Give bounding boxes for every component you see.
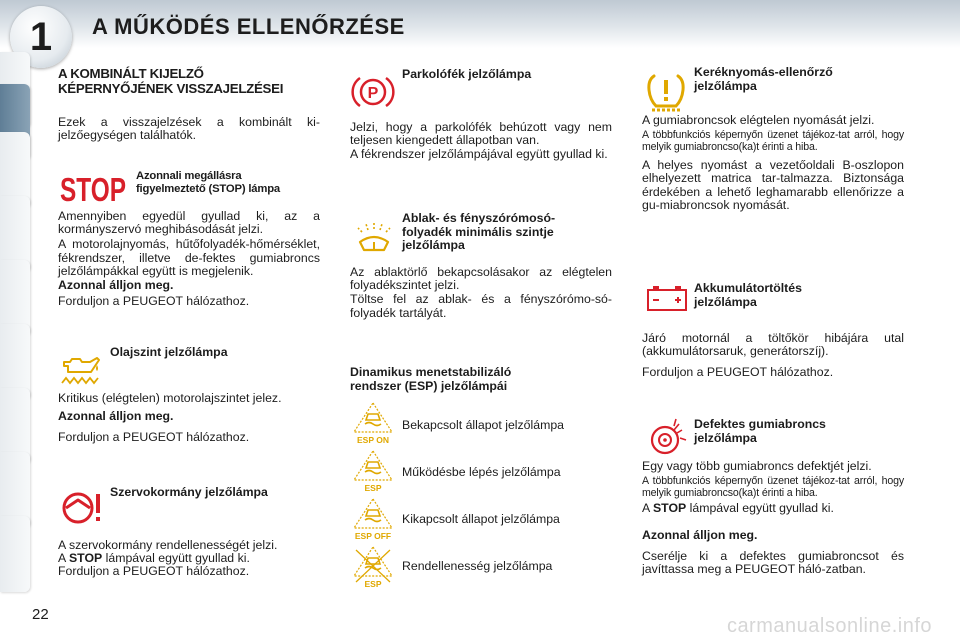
- esp-off-icon: [350, 496, 396, 540]
- puncture-text-3-suffix: lámpával együtt gyullad ki.: [686, 501, 834, 516]
- tyre-pressure-title-line2: jelzőlámpa: [694, 78, 757, 93]
- section-main-title: [58, 66, 320, 96]
- esp-icon-label-3: ESP OFF: [354, 531, 392, 541]
- battery-body: [642, 332, 904, 380]
- battery-title: [694, 282, 914, 309]
- watermark: carmanualsonline.info: [726, 615, 932, 637]
- parking-brake-icon: [352, 74, 394, 110]
- parking-title: Parkolófék jelzőlámpa: [402, 67, 532, 81]
- oil-text-2: Azonnal álljon meg.: [58, 409, 174, 424]
- puncture-text-3-prefix: A: [642, 501, 653, 516]
- stop-text-4: Forduljon a PEUGEOT hálózathoz.: [58, 294, 250, 309]
- page-number: 22: [32, 606, 49, 623]
- puncture-title: [694, 418, 914, 445]
- chapter-title: A MŰKÖDÉS ELLENŐRZÉSE: [92, 14, 405, 39]
- puncture-title-line1: Defektes gumiabroncs: [694, 417, 826, 431]
- washer-text-1: Az ablaktörlő bekapcsolásakor az elégtelen folyadékszintet jelzi.: [350, 265, 612, 293]
- main-title-line2: KÉPERNYŐJÉNEK VISSZAJELZÉSEI: [58, 81, 284, 96]
- stop-text-2: A motorolajnyomás, hűtőfolyadék-hőmérséklet, fékrendszer, illetve de-fektes gumiabroncs jelzőlámpákkal együtt is megjelenik.: [58, 237, 320, 278]
- esp-active-icon: [350, 448, 396, 492]
- stop-icon-text: STOP: [60, 171, 126, 208]
- battery-text-2: Forduljon a PEUGEOT hálózathoz.: [642, 365, 834, 380]
- puncture-text-3: [642, 502, 904, 515]
- steering-text-2-prefix: A: [58, 551, 69, 566]
- washer-title-line3: jelzőlámpa: [402, 238, 465, 252]
- puncture-icon: [646, 416, 690, 456]
- power-steering-icon: [60, 490, 104, 526]
- stop-title: [136, 170, 326, 196]
- tyre-pressure-text-1: A gumiabroncsok elégtelen nyomását jelzi.: [642, 113, 875, 127]
- oil-text-3: Forduljon a PEUGEOT hálózathoz.: [58, 430, 250, 445]
- washer-title-line2: folyadék minimális szintje: [402, 224, 554, 239]
- esp-label-4: Rendellenesség jelzőlámpa: [402, 559, 553, 573]
- oil-text-1: Kritikus (elégtelen) motorolajszintet jelez.: [58, 391, 282, 405]
- tyre-pressure-body: [642, 114, 904, 212]
- side-tab-9[interactable]: [0, 516, 30, 592]
- esp-icon-label-1: ESP ON: [357, 435, 389, 445]
- steering-text-1: A szervokormány rendellenességét jelzi.: [58, 538, 278, 552]
- esp-title-line1: Dinamikus menetstabilizáló: [350, 365, 512, 379]
- washer-text-2: Töltse fel az ablak- és a fényszórómo-só-folyadék tartályát.: [350, 292, 612, 320]
- steering-title: Szervokormány jelzőlámpa: [110, 485, 268, 499]
- steering-text-2-suffix: lámpával együtt gyullad ki.: [102, 551, 250, 566]
- tyre-pressure-title-line1: Keréknyomás-ellenőrző: [694, 65, 833, 79]
- tyre-pressure-icon: [644, 70, 688, 112]
- puncture-text-2: A többfunkciós képernyőn üzenet tájékoz-tat arról, hogy melyik gumiabroncso(ka)t érinti a hiba.: [642, 475, 904, 500]
- tyre-pressure-title: [694, 66, 914, 93]
- esp-icon-label-4: ESP: [364, 579, 382, 589]
- esp-label-3: Kikapcsolt állapot jelzőlámpa: [402, 512, 560, 526]
- parking-body: [350, 121, 612, 162]
- washer-body: [350, 266, 612, 320]
- oil-can-icon: [60, 350, 102, 386]
- stop-text-3: Azonnal álljon meg.: [58, 278, 174, 293]
- stop-warning-icon: [60, 171, 128, 208]
- washer-title: [402, 212, 612, 253]
- puncture-title-line2: jelzőlámpa: [694, 430, 757, 445]
- intro-text: Ezek a visszajelzések a kombinált ki-jelzőegységen találhatók.: [58, 115, 320, 143]
- puncture-text-5: Cserélje ki a defektes gumiabroncsot és javíttassa meg a PEUGEOT háló-zatban.: [642, 548, 904, 576]
- oil-title: Olajszint jelzőlámpa: [110, 345, 228, 359]
- column-1: [58, 66, 320, 142]
- stop-text-1: Amennyiben egyedül gyullad ki, az a kormányszervó meghibásodását jelzi.: [58, 209, 320, 237]
- esp-title-line2: rendszer (ESP) jelzőlámpái: [350, 378, 508, 393]
- puncture-text-3-bold: STOP: [652, 501, 687, 516]
- puncture-text-4: Azonnal álljon meg.: [642, 528, 758, 543]
- battery-icon: [646, 284, 688, 312]
- esp-fault-icon: [350, 544, 396, 588]
- puncture-body: [642, 460, 904, 576]
- washer-fluid-icon: [354, 220, 394, 254]
- battery-title-line2: jelzőlámpa: [694, 294, 757, 309]
- esp-label-1: Bekapcsolt állapot jelzőlámpa: [402, 418, 565, 432]
- oil-body: [58, 392, 320, 445]
- tyre-pressure-text-3: A helyes nyomást a vezetőoldali B-oszlopon elhelyezett matrica tar-talmazza. Biztonsága érdekében a lehető leghamarabb ellenőrizze a gu-miabroncsok nyomását.: [642, 158, 904, 212]
- esp-icon-label-2: ESP: [364, 483, 382, 493]
- battery-text-1: Járó motornál a töltőkör hibájára utal (akkumulátorsaruk, generátorszíj).: [642, 331, 904, 359]
- esp-label-2: Működésbe lépés jelzőlámpa: [402, 465, 561, 479]
- steering-text-2-bold: STOP: [68, 551, 103, 566]
- stop-title-line1: Azonnali megállásra: [136, 170, 242, 182]
- steering-text-3: Forduljon a PEUGEOT hálózathoz.: [58, 564, 250, 579]
- tyre-pressure-text-2: A többfunkciós képernyőn üzenet tájékoz-tat arról, hogy melyik gumiabroncso(ka)t érinti a hiba.: [642, 129, 904, 154]
- stop-title-line2: figyelmeztető (STOP) lámpa: [136, 183, 280, 195]
- stop-body: [58, 210, 320, 308]
- esp-on-icon: [350, 400, 396, 444]
- washer-title-line1: Ablak- és fényszórómosó-: [402, 211, 556, 225]
- parking-text-2: A fékrendszer jelzőlámpájával együtt gyullad ki.: [350, 147, 608, 162]
- battery-title-line1: Akkumulátortöltés: [694, 281, 802, 295]
- puncture-text-1: Egy vagy több gumiabroncs defektjét jelzi.: [642, 459, 872, 473]
- parking-text-1: Jelzi, hogy a parkolófék behúzott vagy nem teljesen kiengedett állapotban van.: [350, 120, 612, 148]
- main-title-line1: A KOMBINÁLT KIJELZŐ: [58, 66, 204, 81]
- steering-body: [58, 539, 320, 579]
- esp-title: [350, 366, 612, 393]
- parking-icon-text: P: [367, 85, 379, 102]
- chapter-badge: 1: [10, 6, 72, 68]
